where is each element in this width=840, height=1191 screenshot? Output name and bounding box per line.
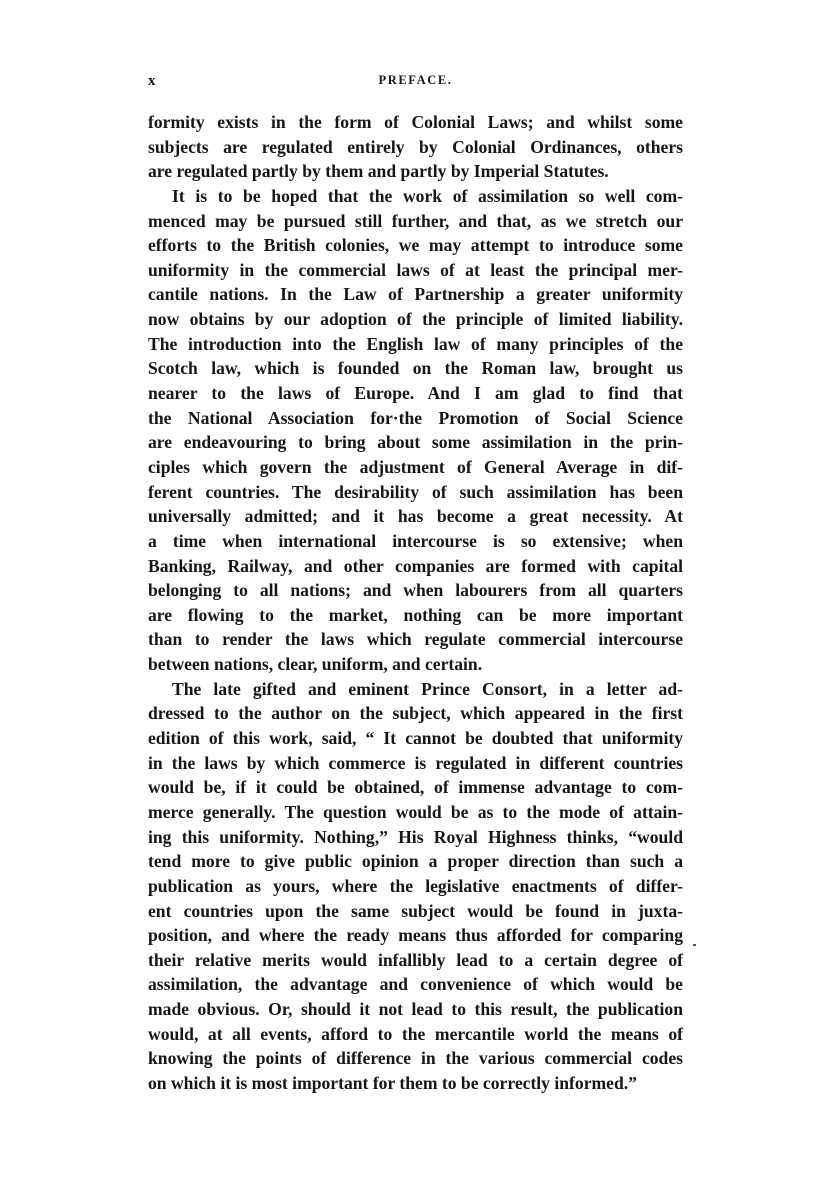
text-line: knowing the points of difference in the various commercial codes — [148, 1048, 683, 1069]
text-line: would be, if it could be obtained, of immense advantage to com- — [148, 777, 683, 798]
text-line: are regulated partly by them and partly by Imperial Statutes. — [148, 161, 609, 182]
text-line: ing this uniformity. Nothing,” His Royal Highness thinks, “would — [148, 826, 683, 847]
text-line: in the laws by which commerce is regulated in different countries — [148, 752, 683, 773]
page-number: x — [148, 73, 156, 89]
text-line: tend more to give public opinion a proper direction than such a — [148, 851, 683, 872]
running-head: PREFACE. — [378, 73, 453, 87]
text-line: nearer to the laws of Europe. And I am glad to find that — [148, 383, 683, 404]
body-text — [148, 110, 683, 1096]
text-line: now obtains by our adoption of the principle of limited liability. — [148, 309, 683, 330]
text-line: a time when international intercourse is so extensive; when — [148, 530, 683, 551]
text-line: ent countries upon the same subject would be found in juxta- — [148, 900, 683, 921]
text-line: cantile nations. In the Law of Partnership a greater uniformity — [148, 284, 683, 305]
text-line: Banking, Railway, and other companies are formed with capital — [148, 555, 683, 576]
text-line: dressed to the author on the subject, which appeared in the first — [148, 703, 683, 724]
text-line: assimilation, the advantage and convenience of which would be — [148, 974, 683, 995]
text-line: position, and where the ready means thus afforded for comparing — [148, 925, 683, 946]
paragraph-3 — [148, 677, 683, 1096]
text-line: ferent countries. The desirability of such assimilation has been — [148, 481, 683, 502]
text-line: the National Association for·the Promotion of Social Science — [148, 407, 683, 428]
text-line: made obvious. Or, should it not lead to this result, the publication — [148, 999, 683, 1020]
text-line: subjects are regulated entirely by Colonial Ordinances, others — [148, 136, 683, 157]
text-line: menced may be pursued still further, and that, as we stretch our — [148, 210, 683, 231]
text-line: publication as yours, where the legislative enactments of differ- — [148, 875, 683, 896]
text-line: are endeavouring to bring about some assimilation in the prin- — [148, 432, 683, 453]
text-line: their relative merits would infallibly lead to a certain degree of — [148, 949, 683, 970]
text-line: between nations, clear, uniform, and certain. — [148, 654, 483, 675]
text-line: efforts to the British colonies, we may attempt to introduce some — [148, 235, 683, 256]
text-line: than to render the laws which regulate commercial intercourse — [148, 629, 683, 650]
scan-speck — [693, 944, 696, 946]
text-line: uniformity in the commercial laws of at least the principal mer- — [148, 259, 683, 280]
text-line: Scotch law, which is founded on the Roman law, brought us — [148, 358, 683, 379]
page-header — [148, 73, 683, 97]
text-line: formity exists in the form of Colonial Laws; and whilst some — [148, 112, 683, 132]
text-line: would, at all events, afford to the mercantile world the means of — [148, 1023, 683, 1044]
text-line: merce generally. The question would be as to the mode of attain- — [148, 801, 683, 822]
text-line: The introduction into the English law of many principles of the — [148, 333, 683, 354]
text-line: edition of this work, said, “ It cannot be doubted that uniformity — [148, 728, 683, 749]
text-line: It is to be hoped that the work of assimilation so well com- — [172, 185, 683, 206]
paragraph-1 — [148, 110, 683, 184]
paragraph-2 — [148, 184, 683, 677]
text-line: on which it is most important for them to be correctly informed.” — [148, 1072, 637, 1093]
text-line: belonging to all nations; and when labourers from all quarters — [148, 580, 683, 601]
text-line: universally admitted; and it has become a great necessity. At — [148, 506, 683, 527]
text-line: The late gifted and eminent Prince Consort, in a letter ad- — [172, 678, 683, 699]
text-line: are flowing to the market, nothing can be more important — [148, 604, 683, 625]
text-line: ciples which govern the adjustment of General Average in dif- — [148, 456, 683, 477]
